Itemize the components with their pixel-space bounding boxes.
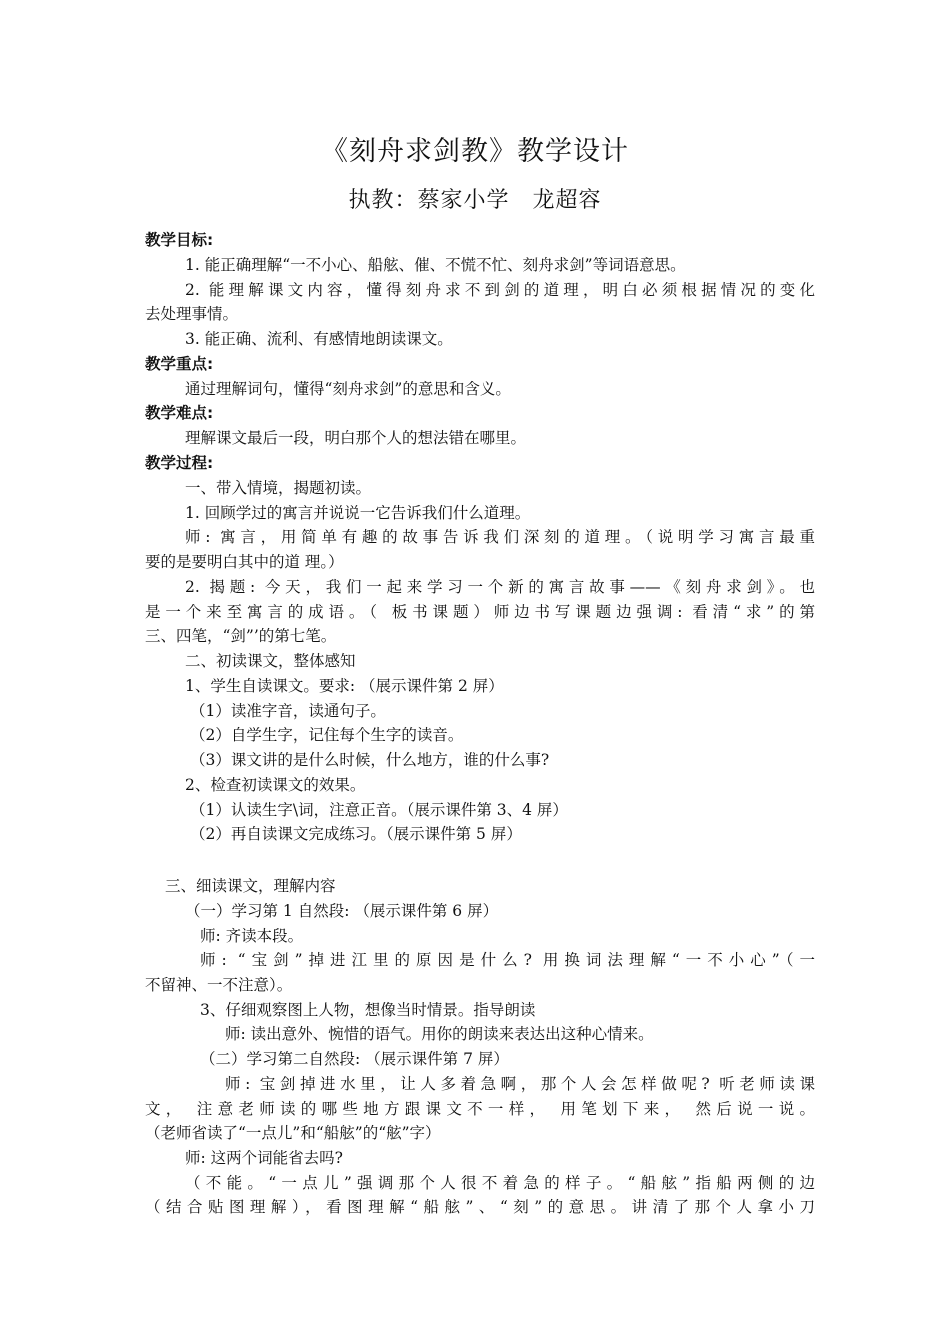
heading-objectives: 教学目标: (145, 231, 214, 249)
text-line: 是一个来至寓言的成语。（ 板书课题）师边书写课题边强调: 看清“求”的第 (145, 603, 815, 621)
text-line: 师: 宝剑掉进水里，让人多着急啊，那个人会怎样做呢? 听老师读课 (225, 1075, 815, 1093)
text-line: （一）学习第 1 自然段: （展示课件第 6 屏） (185, 902, 499, 920)
text-line: 去处理事情。 (145, 305, 239, 323)
heading-difficulties: 教学难点: (145, 404, 214, 422)
text-line: 2. 能理解课文内容，懂得刻舟求不到剑的道理，明白必须根据情况的变化 (185, 281, 815, 299)
text-line: 三、细读课文，理解内容 (165, 877, 336, 895)
text-line: 三、四笔，“剑”’的第七笔。 (145, 627, 337, 645)
text-line: （2）自学生字，记住每个生字的读音。 (190, 726, 464, 744)
text-line: 1. 回顾学过的寓言并说说一它告诉我们什么道理。 (185, 504, 531, 522)
text-line: 不留神、一不注意）。 (145, 976, 293, 994)
text-line: 3、仔细观察图上人物，想像当时情景。指导朗读 (200, 1001, 536, 1019)
text-line: （不能。“一点儿”强调那个人很不着急的样子。“船舷”指船两侧的边 (185, 1174, 815, 1192)
document-author: 执教：蔡家小学 龙超容 (348, 188, 602, 213)
text-line: 一、带入情境，揭题初读。 (185, 479, 372, 497)
text-line: 师: “宝剑”掉进江里的原因是什么? 用换词法理解“一不小心”（一 (200, 951, 815, 969)
text-line: （1）读准字音，读通句子。 (190, 702, 386, 720)
text-line: 师: 寓言，用简单有趣的故事告诉我们深刻的道理。（说明学习寓言最重 (185, 528, 815, 546)
text-line: 师: 读出意外、惋惜的语气。用你的朗读来表达出这种心情来。 (225, 1025, 654, 1043)
text-line: 二、初读课文，整体感知 (185, 652, 356, 670)
heading-key-points: 教学重点: (145, 355, 214, 373)
text-line: （老师省读了“一点儿”和“船舷”的“舷”字） (145, 1124, 441, 1142)
text-line: （3）课文讲的是什么时候，什么地方，谁的什么事? (190, 751, 550, 769)
text-line: 文， 注意老师读的哪些地方跟课文不一样， 用笔划下来， 然后说一说。 (145, 1100, 815, 1118)
text-line: 2. 揭题: 今天，我们一起来学习一个新的寓言故事——《刻舟求剑》。也 (185, 578, 815, 596)
document-title: 《刻舟求剑教》教学设计 (321, 136, 629, 167)
text-line: （结合贴图理解），看图理解“船舷”、“刻”的意思。讲清了那个人拿小刀 (145, 1198, 815, 1216)
text-line: 通过理解词句，懂得“刻舟求剑”的意思和含义。 (185, 380, 511, 398)
text-line: 师: 齐读本段。 (200, 927, 304, 945)
text-line: （二）学习第二自然段: （展示课件第 7 屏） (200, 1050, 509, 1068)
text-line: 1、学生自读课文。要求: （展示课件第 2 屏） (185, 677, 504, 695)
heading-process: 教学过程: (145, 454, 214, 472)
text-line: 2、检查初读课文的效果。 (185, 776, 366, 794)
text-line: 理解课文最后一段，明白那个人的想法错在哪里。 (185, 429, 527, 447)
text-line: 1. 能正确理解“一不小心、船舷、催、不慌不忙、刻舟求剑”等词语意思。 (185, 256, 686, 274)
text-line: （1）认读生字\词，注意正音。（展示课件第 3、4 屏） (190, 801, 568, 819)
text-line: 要的是要明白其中的道 理。） (145, 553, 344, 571)
text-line: 师: 这两个词能省去吗? (185, 1149, 343, 1167)
text-line: （2）再自读课文完成练习。（展示课件第 5 屏） (190, 825, 522, 843)
text-line: 3. 能正确、流利、有感情地朗读课文。 (185, 330, 453, 348)
